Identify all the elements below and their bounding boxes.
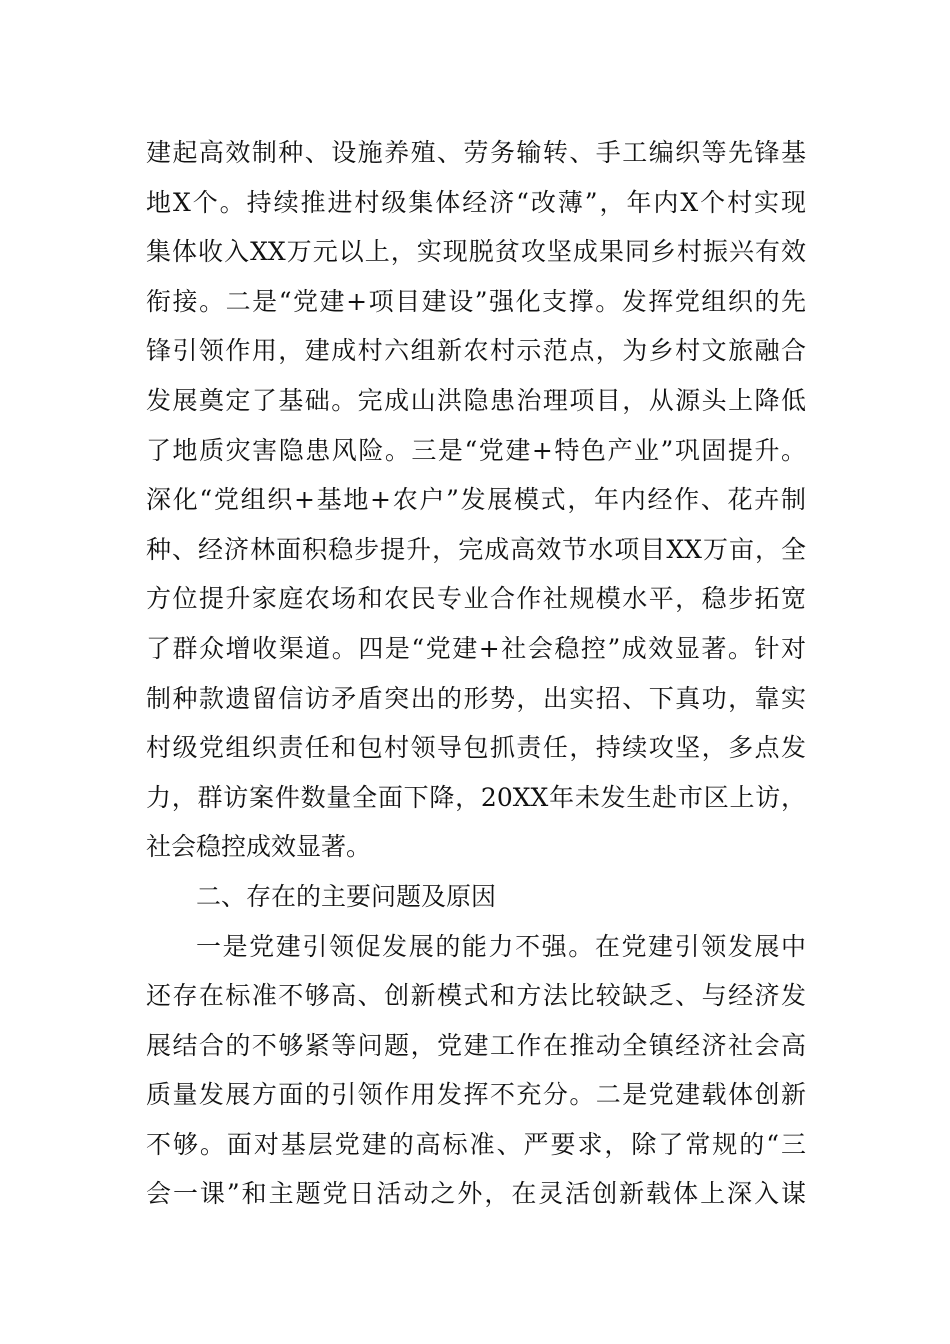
paragraph-line: 衔接。二是“党建+项目建设”强化支撑。发挥党组织的先 — [146, 286, 806, 316]
paragraph-line: 锋引领作用，建成村六组新农村示范点，为乡村文旅融合 — [146, 336, 806, 366]
paragraph-line: 力，群访案件数量全面下降，20XX年未发生赴市区上访， — [146, 782, 806, 812]
paragraph-line: 村级党组织责任和包村领导包抓责任，持续攻坚，多点发 — [146, 733, 806, 763]
paragraph-line: 社会稳控成效显著。 — [146, 832, 372, 862]
paragraph-line: 展结合的不够紧等问题，党建工作在推动全镇经济社会高 — [146, 1030, 806, 1060]
paragraph-line: 会一课”和主题党日活动之外，在灵活创新载体上深入谋 — [146, 1179, 806, 1209]
section-heading: 二、存在的主要问题及原因 — [196, 881, 497, 911]
paragraph-line: 了地质灾害隐患风险。三是“党建+特色产业”巩固提升。 — [146, 435, 806, 465]
document-body — [146, 128, 806, 1219]
paragraph-line: 制种款遗留信访矛盾突出的形势，出实招、下真功，靠实 — [146, 683, 806, 713]
paragraph-line: 建起高效制种、设施养殖、劳务输转、手工编织等先锋基 — [146, 138, 806, 167]
paragraph-line: 种、经济林面积稳步提升，完成高效节水项目XX万亩，全 — [146, 534, 806, 564]
paragraph-line: 不够。面对基层党建的高标准、严要求，除了常规的“三 — [146, 1129, 806, 1159]
paragraph-line: 地X个。持续推进村级集体经济“改薄”，年内X个村实现 — [146, 187, 806, 217]
paragraph-line: 深化“党组织+基地+农户”发展模式，年内经作、花卉制 — [146, 485, 806, 515]
paragraph-line: 发展奠定了基础。完成山洪隐患治理项目，从源头上降低 — [146, 385, 806, 415]
paragraph-line: 还存在标准不够高、创新模式和方法比较缺乏、与经济发 — [146, 981, 806, 1011]
paragraph-line: 了群众增收渠道。四是“党建+社会稳控”成效显著。针对 — [146, 633, 806, 663]
paragraph-line: 一是党建引领促发展的能力不强。在党建引领发展中 — [196, 931, 806, 961]
paragraph-line: 方位提升家庭农场和农民专业合作社规模水平，稳步拓宽 — [146, 584, 806, 614]
paragraph-line: 质量发展方面的引领作用发挥不充分。二是党建载体创新 — [146, 1080, 806, 1110]
paragraph-line: 集体收入XX万元以上，实现脱贫攻坚成果同乡村振兴有效 — [146, 237, 806, 267]
